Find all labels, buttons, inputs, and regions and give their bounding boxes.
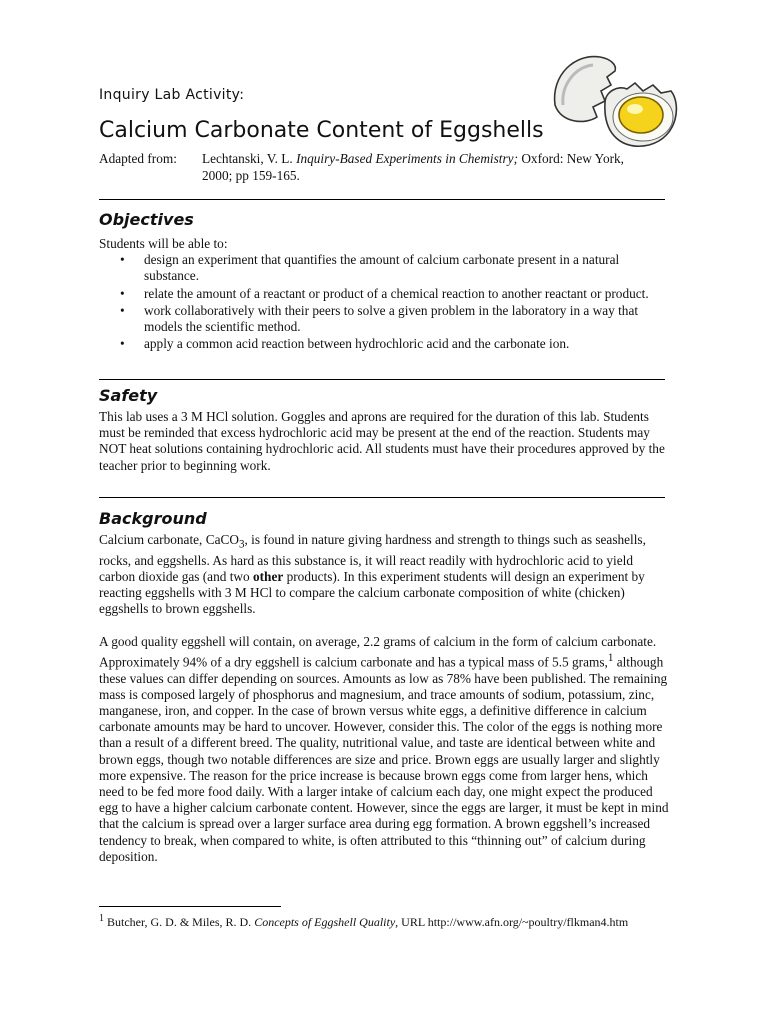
- p1-text-c: products). In this experiment students will design an experiment by reacting eggshells with 3 M HCl to compare the calcium carbonate composition of white (chicken) eggshells to brown eggshells.: [99, 569, 645, 617]
- background-heading: Background: [99, 509, 207, 528]
- p1-text-b: , is found in nature giving hardness and strength to things such as seashells, rocks, and eggshells. As hard as this substance is, it will react readily with hydrochloric acid to yield carbon dioxide gas (and two: [99, 532, 646, 585]
- yolk-highlight: [627, 104, 643, 114]
- p1-emphasis: other: [252, 569, 284, 585]
- objective-text: apply a common acid reaction between hydrochloric acid and the carbonate ion.: [144, 336, 570, 352]
- egg-yolk: [619, 97, 663, 133]
- citation-book-title: Inquiry-Based Experiments in Chemistry;: [296, 151, 518, 166]
- section-divider: [99, 379, 665, 380]
- objectives-intro: Students will be able to:: [99, 236, 228, 251]
- section-divider: [99, 497, 665, 498]
- list-item: [99, 303, 669, 335]
- cracked-egg-icon: [545, 45, 685, 155]
- p1-text-a: Calcium carbonate, CaCO: [99, 532, 239, 547]
- safety-heading: Safety: [99, 386, 158, 405]
- footnote-divider: [99, 906, 281, 907]
- adapted-from-citation: [202, 150, 657, 184]
- bullet-icon: •: [120, 252, 125, 268]
- p2-text-b: although these values can differ depending on sources. Amounts as low as 78% have been published. The remaining mass is composed largely of phosphorus and magnesium, and trace amounts of sodium, potassium, zinc, manganese, iron, and copper. In the case of brown versus white eggs, a definitive difference in calcium carbonate amounts may be hard to uncover. However, consider this. The color of the eggs is nothing more than a result of a different breed. The quality, nutritional value, and taste are identical between white and brown eggs, though two notable differences are size and price. Brown eggs are usually larger and slightly more expensive. The reason for the price increase is because brown eggs come from larger hens, which need to be fed more food daily. With a larger intake of calcium each day, one might expect the produced egg to have a higher calcium carbonate content. However, since the eggs are larger, it must be kept in mind that the calcium is spread over a larger surface area during egg formation. A brown eggshell’s increased tendency to break, when compared to white, is often attributed to this “thinning out” of calcium during deposition.: [99, 654, 669, 864]
- footnote-authors: Butcher, G. D. & Miles, R. D.: [104, 915, 255, 929]
- list-item: [99, 252, 669, 284]
- safety-text: This lab uses a 3 M HCl solution. Goggles and aprons are required for the duration of this lab. Students must be reminded that excess hydrochloric acid may be present at the end of the reaction. Students may NOT heat solutions containing hydrochloric acid. All students must have their procedures approved by the teacher prior to beginning work.: [99, 409, 665, 473]
- adapted-from-label: Adapted from:: [99, 151, 177, 166]
- p2-text-a: A good quality eggshell will contain, on average, 2.2 grams of calcium in the form of calcium carbonate. Approximately 94% of a dry eggshell is calcium carbonate and has a typical mass of 5.5 grams,: [99, 633, 657, 670]
- safety-section: [99, 409, 669, 474]
- objective-text: design an experiment that quantifies the amount of calcium carbonate present in a natural substance.: [144, 252, 620, 284]
- objectives-section: [99, 236, 669, 353]
- footnote-reference: 1: [607, 651, 614, 664]
- objective-text: relate the amount of a reactant or product of a chemical reaction to another reactant or product.: [144, 285, 649, 301]
- objectives-list: [99, 252, 669, 352]
- activity-kicker: Inquiry Lab Activity:: [99, 87, 245, 103]
- list-item: [99, 336, 669, 352]
- footnote-title: Concepts of Eggshell Quality: [254, 915, 396, 929]
- objectives-heading: Objectives: [99, 210, 194, 229]
- footnote-marker: 1: [99, 913, 104, 924]
- list-item: [99, 286, 669, 302]
- citation-author: Lechtanski, V. L.: [202, 151, 297, 166]
- bullet-icon: •: [120, 302, 125, 318]
- formula-subscript: 3: [238, 538, 245, 551]
- background-paragraph-1: [99, 532, 669, 618]
- bullet-icon: •: [120, 285, 125, 301]
- background-section: [99, 532, 669, 865]
- background-paragraph-2: [99, 634, 669, 865]
- bullet-icon: •: [120, 336, 125, 352]
- objective-text: work collaboratively with their peers to solve a given problem in the laboratory in a way that models the scientific method.: [144, 302, 639, 335]
- section-divider: [99, 199, 665, 200]
- citation-publisher: Oxford: New York, 2000; pp 159-165.: [202, 151, 625, 183]
- document-title: Calcium Carbonate Content of Eggshells: [99, 118, 544, 143]
- footnote-url: , URL http://www.afn.org/~poultry/flkman4.htm: [395, 915, 629, 929]
- footnote: [99, 913, 628, 930]
